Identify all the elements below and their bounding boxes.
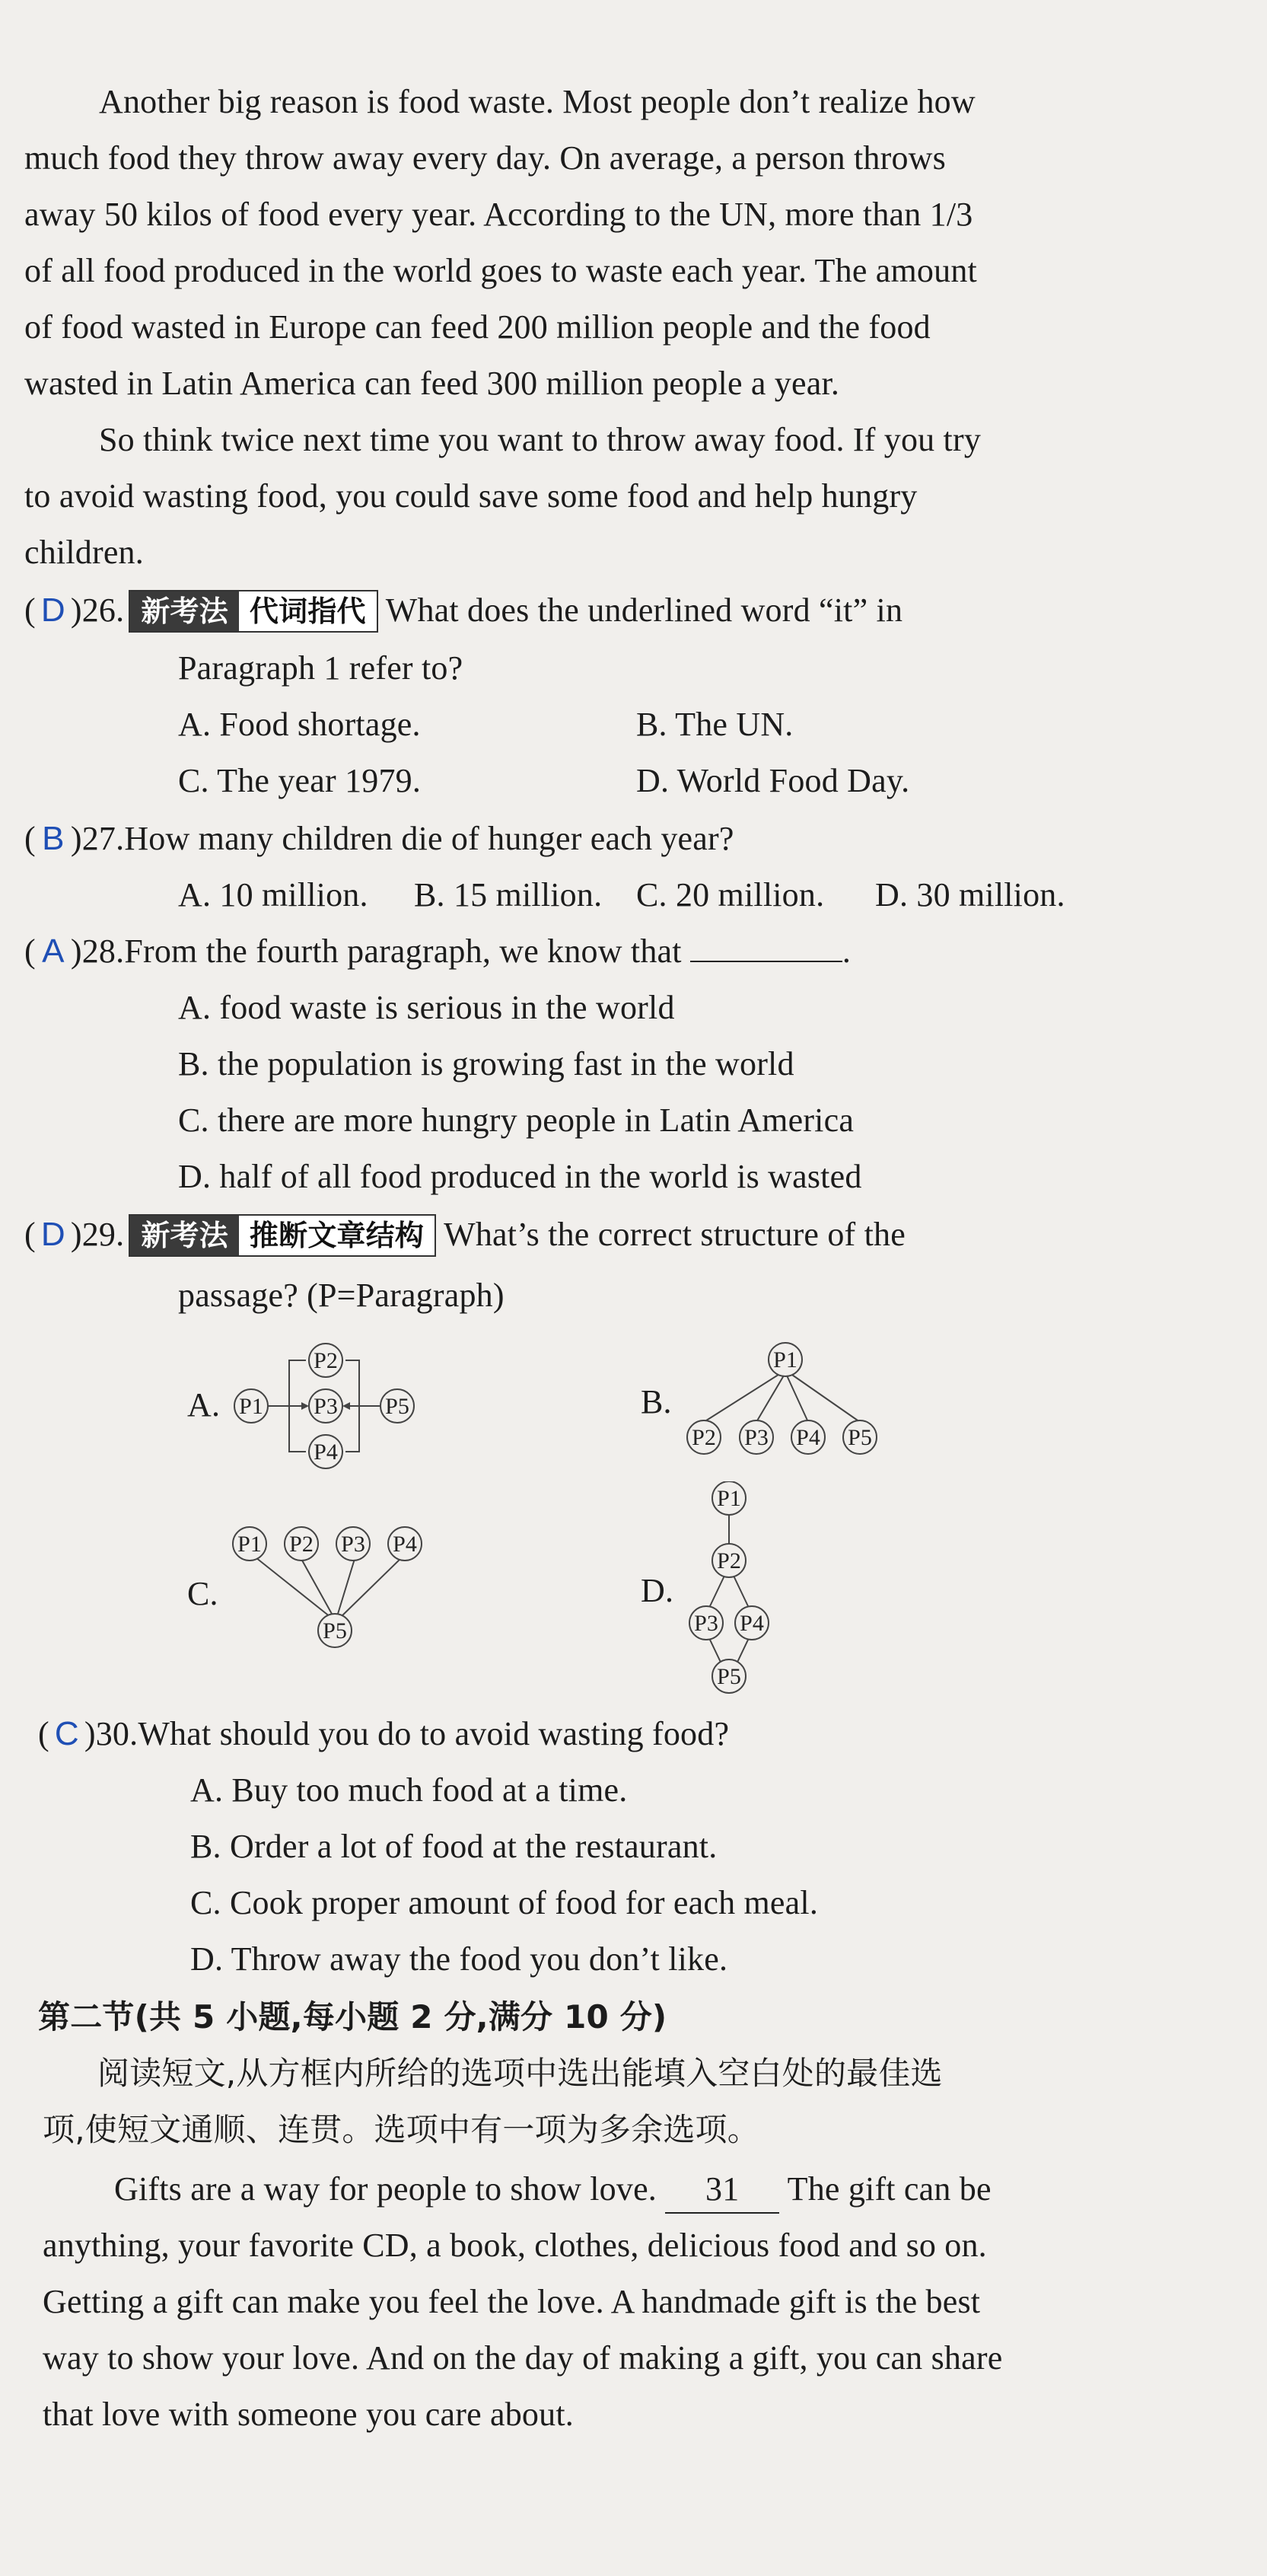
node-p3: P3 [694,1611,718,1636]
question-stem: What does the underlined word “it” in [385,591,903,629]
node-p2: P2 [314,1348,338,1373]
option-c: C. Cook proper amount of food for each meal. [190,1884,819,1921]
question-stem: What’s the correct structure of the [444,1216,906,1253]
node-p5: P5 [385,1394,409,1419]
section-instruction: 项,使短文通顺、连贯。选项中有一项为多余选项。 [43,2111,759,2148]
node-p4: P4 [314,1439,338,1465]
node-p5: P5 [848,1425,872,1450]
node-p5: P5 [323,1618,347,1643]
node-p4: P4 [393,1532,417,1557]
option-a: A. Buy too much food at a time. [190,1771,628,1809]
answer-mark: A [42,933,65,970]
option-a: A. Food shortage. [178,706,421,743]
option-a-label: A. [187,1386,221,1423]
new-method-tag: 新考法 推断文章结构 [129,1214,436,1257]
option-b: B. The UN. [636,706,794,743]
question-stem-cont: passage? (P=Paragraph) [178,1277,505,1314]
passage-line: of all food produced in the world goes to waste each year. The amount [24,252,977,289]
question-stem: What should you do to avoid wasting food? [138,1715,730,1752]
node-p3: P3 [744,1425,769,1450]
question-stem-cont: Paragraph 1 refer to? [178,649,463,687]
cloze-line: Getting a gift can make you feel the love. A handmade gift is the best [43,2283,981,2320]
node-p4: P4 [740,1611,764,1636]
answer-mark: D [40,1216,65,1253]
question-stem: How many children die of hunger each year? [124,820,734,857]
answer-blank [690,930,842,962]
node-p2: P2 [717,1548,741,1573]
node-p2: P2 [289,1532,314,1557]
option-c-label: C. [187,1575,218,1612]
option-d: D. 30 million. [875,876,1065,913]
node-p1: P1 [239,1394,263,1419]
passage-line: Another big reason is food waste. Most people don’t realize how [99,83,976,120]
passage-line: wasted in Latin America can feed 300 million people a year. [24,365,840,402]
option-b: B. the population is growing fast in the world [178,1045,794,1082]
structure-diagram-d [677,1481,776,1694]
option-d: D. half of all food produced in the world is wasted [178,1158,862,1195]
answer-mark: B [42,820,65,857]
new-method-tag: 新考法 代词指代 [129,590,377,633]
option-b-label: B. [641,1383,672,1420]
node-p3: P3 [314,1394,338,1419]
node-p1: P1 [717,1486,741,1511]
structure-diagram-b [677,1340,890,1469]
option-d: D. Throw away the food you don’t like. [190,1940,728,1978]
cloze-line: way to show your love. And on the day of making a gift, you can share [43,2339,1003,2377]
passage-line: children. [24,534,144,571]
question-stem: From the fourth paragraph, we know that [124,933,682,970]
blank-31: 31 [665,2166,779,2214]
option-b: B. 15 million. [414,876,603,913]
structure-diagram-c [227,1519,447,1656]
passage-line: away 50 kilos of food every year. According to the UN, more than 1/3 [24,196,973,233]
option-d-label: D. [641,1572,674,1609]
question-26: ( D )26. 新考法 代词指代 What does the underlined word “it” in [24,588,902,635]
option-a: A. food waste is serious in the world [178,989,675,1026]
option-c: C. there are more hungry people in Latin America [178,1101,855,1139]
passage-line: much food they throw away every day. On average, a person throws [24,139,946,177]
passage-line: to avoid wasting food, you could save some food and help hungry [24,477,918,515]
question-29: ( D )29. 新考法 推断文章结构 What’s the correct structure of the [24,1212,906,1259]
cloze-line: anything, your favorite CD, a book, clothes, delicious food and so on. [43,2227,987,2264]
option-c: C. 20 million. [636,876,825,913]
passage-line: So think twice next time you want to throw away food. If you try [99,421,982,458]
question-27: ( B )27.How many children die of hunger each year? [24,816,734,862]
node-p4: P4 [796,1425,820,1450]
section-instruction: 阅读短文,从方框内所给的选项中选出能填入空白处的最佳选 [97,2055,943,2092]
structure-diagram-a [228,1340,434,1477]
answer-mark: C [54,1715,79,1752]
section-heading: 第二节(共 5 小题,每小题 2 分,满分 10 分) [38,1998,667,2036]
cloze-line: that love with someone you care about. [43,2396,574,2433]
node-p1: P1 [773,1347,797,1372]
passage-line: of food wasted in Europe can feed 200 million people and the food [24,308,931,346]
question-28: ( A )28.From the fourth paragraph, we know that . [24,929,851,974]
question-30: ( C )30.What should you do to avoid wasting food? [38,1711,729,1757]
node-p1: P1 [237,1532,262,1557]
option-b: B. Order a lot of food at the restaurant. [190,1828,718,1865]
option-d: D. World Food Day. [636,762,910,799]
answer-mark: D [40,591,65,629]
node-p2: P2 [692,1425,716,1450]
node-p3: P3 [341,1532,365,1557]
node-p5: P5 [717,1664,741,1689]
option-a: A. 10 million. [178,876,368,913]
cloze-line: Gifts are a way for people to show love. 31 The gift can be [114,2166,992,2214]
option-c: C. The year 1979. [178,762,422,799]
